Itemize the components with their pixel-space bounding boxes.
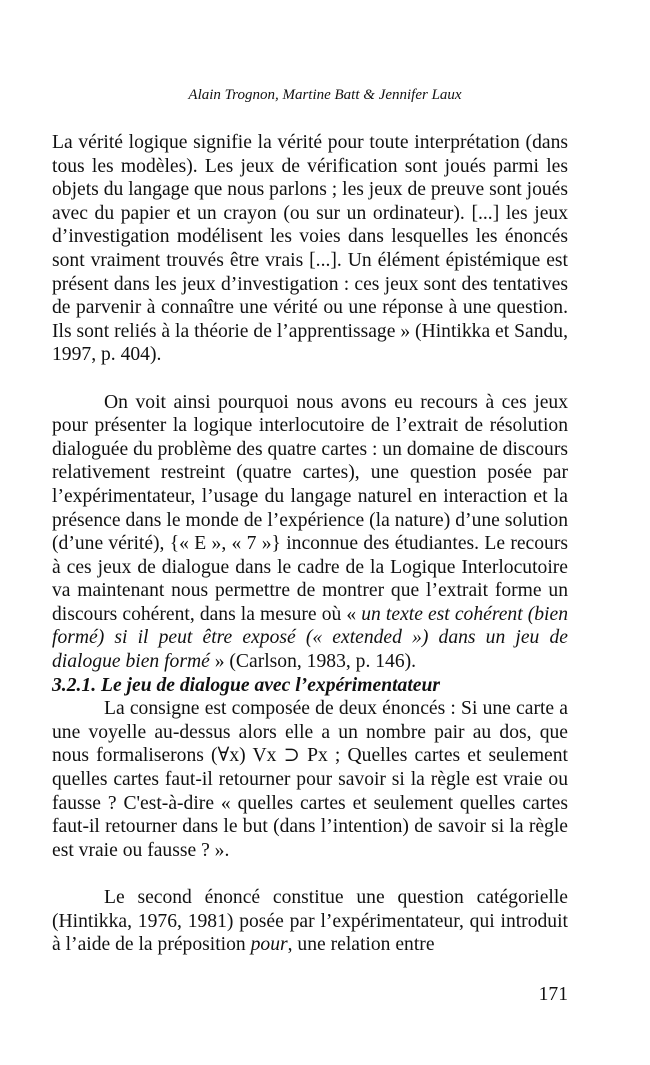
page-number: 171: [538, 984, 568, 1005]
paragraph-second-enonce-text: Le second énoncé constitue une question catégorielle (Hintikka, 1976, 1981) posée par l’expérimentateur, qui introduit à l’aide de la préposition: [52, 887, 568, 956]
body-text: [52, 131, 568, 957]
paragraph-quote-hintikka: La vérité logique signifie la vérité pour toute interprétation (dans tous les modèles). Les jeux de vérification sont joués parmi les objets du langage que nous parlons ; les jeux de preuve sont joués avec du papier et un crayon (ou sur un ordinateur). [...] les jeux d’investigation modélisent les voies dans lesquelles les énoncés sont vraiment trouvés être vrais [...]. Un élément épistémique est présent dans les jeux d’investigation : ces jeux sont des tentatives de parvenir à connaître une vérité ou une réponse à une question. Ils sont reliés à la théorie de l’apprentissage » (Hintikka et Sandu, 1997, p. 404).: [52, 132, 568, 366]
paragraph-second-enonce-end: , une relation entre: [287, 934, 435, 956]
paragraph-second-enonce: [52, 886, 568, 957]
carlson-quote: un texte est cohérent (bien formé) si il peut être exposé (« extended ») dans un jeu de dialogue bien formé: [52, 603, 568, 673]
running-header: Alain Trognon, Martine Batt & Jennifer Laux: [188, 87, 462, 103]
paragraph-four-cards: [52, 391, 568, 674]
section-heading: 3.2.1. Le jeu de dialogue avec l’expérimentateur: [52, 674, 440, 696]
paragraph-consigne: La consigne est composée de deux énoncés : Si une carte a une voyelle au-dessus alors elle a un nombre pair au dos, que nous formaliserons (∀x) Vx ⊃ Px ; Quelles cartes et seulement quelles cartes faut-il retourner pour savoir si la règle est vraie ou fausse ? C'est-à-dire « quelles cartes et seulement quelles cartes faut-il retourner dans le but (dans l’intention) de savoir si la règle est vraie ou fausse ? ».: [52, 698, 568, 861]
pour-italic: pour: [250, 934, 288, 956]
paragraph-four-cards-text: On voit ainsi pourquoi nous avons eu recours à ces jeux pour présenter la logique interlocutoire de l’extrait de résolution dialoguée du problème des quatre cartes : un domaine de discours relativement restreint (quatre cartes), une question posée par l’expérimentateur, l’usage du langage naturel en interaction et la présence dans le monde de l’expérience (la nature) d’une solution (d’une vérité), {« E », « 7 »} inconnue des étudiantes. Le recours à ces jeux de dialogue dans le cadre de la Logique Interlocutoire va maintenant nous permettre de montrer que l’extrait forme un discours cohérent, dans la mesure où «: [52, 391, 568, 625]
carlson-citation: » (Carlson, 1983, p. 146).: [209, 651, 417, 673]
